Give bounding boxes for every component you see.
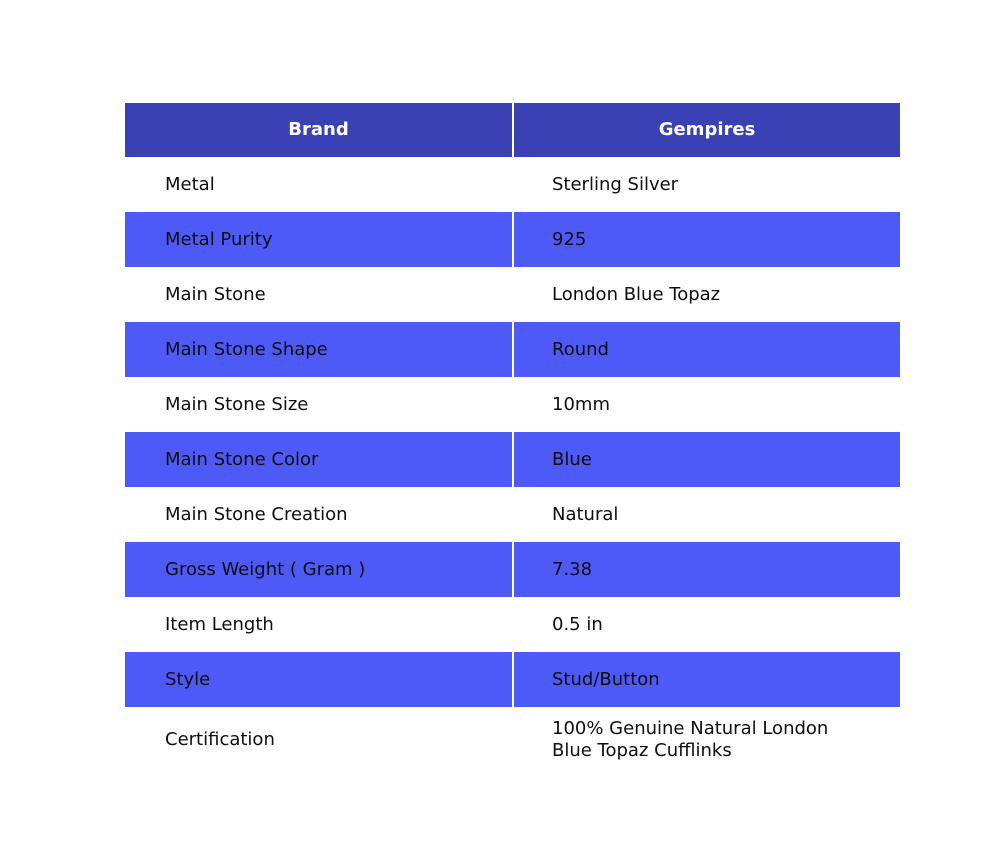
row-value: Blue <box>514 432 900 487</box>
spec-table <box>125 103 900 773</box>
table-row <box>125 487 900 542</box>
row-label: Style <box>125 652 512 707</box>
row-label: Metal Purity <box>125 212 512 267</box>
table-row <box>125 377 900 432</box>
row-label: Gross Weight ( Gram ) <box>125 542 512 597</box>
table-row <box>125 542 900 597</box>
row-label: Item Length <box>165 613 274 635</box>
row-value: 10mm <box>552 393 610 415</box>
row-value: 925 <box>514 212 900 267</box>
spec-rows <box>125 157 900 773</box>
row-label: Certification <box>165 729 275 751</box>
row-value: 7.38 <box>514 542 900 597</box>
table-row <box>125 322 900 377</box>
row-value: Sterling Silver <box>552 173 679 195</box>
row-label: Main Stone <box>165 283 266 305</box>
row-label: Main Stone Color <box>125 432 512 487</box>
row-label: Metal <box>165 173 215 195</box>
row-value: Round <box>514 322 900 377</box>
table-row <box>125 652 900 707</box>
row-label: Main Stone Creation <box>165 503 348 525</box>
row-value: Natural <box>552 503 619 525</box>
row-label: Main Stone Size <box>165 393 309 415</box>
table-row <box>125 432 900 487</box>
table-header-row <box>125 103 900 157</box>
row-value: London Blue Topaz <box>552 283 721 305</box>
table-row <box>125 707 900 773</box>
row-label: Main Stone Shape <box>125 322 512 377</box>
table-row <box>125 597 900 652</box>
table-row <box>125 212 900 267</box>
header-cell-gempires: Gempires <box>514 103 900 157</box>
header-cell-brand: Brand <box>125 103 512 157</box>
table-row <box>125 157 900 212</box>
row-value: 0.5 in <box>552 613 603 635</box>
row-value: Stud/Button <box>514 652 900 707</box>
row-value: 100% Genuine Natural London Blue Topaz Cufflinks <box>552 718 829 761</box>
table-row <box>125 267 900 322</box>
